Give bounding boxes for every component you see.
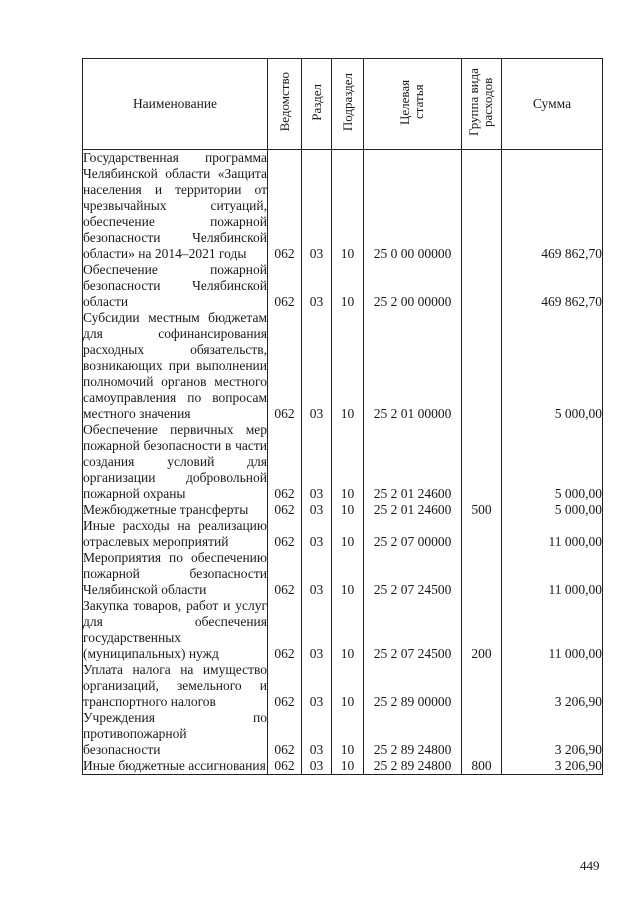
row-target: 25 2 07 00000 xyxy=(364,518,462,550)
header-target: Целевая статья xyxy=(364,59,462,150)
row-section: 03 xyxy=(302,150,332,263)
row-group xyxy=(462,518,502,550)
row-target: 25 2 07 24500 xyxy=(364,598,462,662)
budget-table xyxy=(82,58,603,775)
row-target: 25 2 07 24500 xyxy=(364,550,462,598)
row-target: 25 2 89 24800 xyxy=(364,758,462,775)
row-name: Мероприятия по обеспечению пожарной безопасности Челябинской области xyxy=(83,550,267,597)
row-group: 500 xyxy=(462,502,502,518)
row-subsection: 10 xyxy=(332,758,364,775)
row-target: 25 2 00 00000 xyxy=(364,262,462,310)
header-name: Наименование xyxy=(83,59,268,150)
row-sum: 469 862,70 xyxy=(502,262,603,310)
row-ministry: 062 xyxy=(268,422,302,502)
row-subsection: 10 xyxy=(332,598,364,662)
row-sum: 11 000,00 xyxy=(502,598,603,662)
row-subsection: 10 xyxy=(332,662,364,710)
table-row xyxy=(83,710,603,758)
row-sum: 5 000,00 xyxy=(502,422,603,502)
row-sum: 3 206,90 xyxy=(502,710,603,758)
table-row xyxy=(83,662,603,710)
row-section: 03 xyxy=(302,598,332,662)
row-target: 25 2 01 24600 xyxy=(364,502,462,518)
row-group xyxy=(462,662,502,710)
row-ministry: 062 xyxy=(268,262,302,310)
row-sum: 3 206,90 xyxy=(502,662,603,710)
header-sum: Сумма xyxy=(502,59,603,150)
row-group xyxy=(462,262,502,310)
row-subsection: 10 xyxy=(332,710,364,758)
row-section: 03 xyxy=(302,662,332,710)
row-section: 03 xyxy=(302,758,332,775)
row-subsection: 10 xyxy=(332,262,364,310)
table-row xyxy=(83,598,603,662)
table-row xyxy=(83,758,603,775)
row-group xyxy=(462,310,502,422)
row-ministry: 062 xyxy=(268,518,302,550)
table-row xyxy=(83,502,603,518)
row-target: 25 2 01 00000 xyxy=(364,310,462,422)
row-ministry: 062 xyxy=(268,598,302,662)
row-name: Закупка товаров, работ и услуг для обеспечения государственных (муниципальных) нужд xyxy=(83,598,267,661)
header-group: Группа вида расходов xyxy=(462,59,502,150)
table-row xyxy=(83,518,603,550)
row-section: 03 xyxy=(302,422,332,502)
row-subsection: 10 xyxy=(332,550,364,598)
row-group xyxy=(462,710,502,758)
row-ministry: 062 xyxy=(268,502,302,518)
row-section: 03 xyxy=(302,262,332,310)
row-sum: 3 206,90 xyxy=(502,758,603,775)
row-name: Обеспечение пожарной безопасности Челябинской области xyxy=(83,262,267,309)
row-subsection: 10 xyxy=(332,150,364,263)
table-row xyxy=(83,550,603,598)
row-section: 03 xyxy=(302,310,332,422)
row-name: Межбюджетные трансферты xyxy=(83,502,268,518)
row-name: Иные бюджетные ассигнования xyxy=(83,758,266,773)
row-name: Иные расходы на реализацию отраслевых мероприятий xyxy=(83,518,267,549)
row-ministry: 062 xyxy=(268,550,302,598)
row-sum: 5 000,00 xyxy=(502,502,603,518)
row-sum: 11 000,00 xyxy=(502,518,603,550)
table-header-row xyxy=(83,59,603,150)
row-sum: 5 000,00 xyxy=(502,310,603,422)
row-section: 03 xyxy=(302,518,332,550)
row-group: 200 xyxy=(462,598,502,662)
row-subsection: 10 xyxy=(332,422,364,502)
row-ministry: 062 xyxy=(268,710,302,758)
row-group xyxy=(462,150,502,263)
row-target: 25 0 00 00000 xyxy=(364,150,462,263)
page-number: 449 xyxy=(580,858,600,873)
header-subsection: Подраздел xyxy=(332,59,364,150)
header-ministry: Ведомство xyxy=(268,59,302,150)
table-row xyxy=(83,422,603,502)
header-section: Раздел xyxy=(302,59,332,150)
row-name: Субсидии местным бюджетам для софинансирования расходных обязательств, возникающих при выполнении полномочий органов местного самоуправления по вопросам местного значения xyxy=(83,310,267,421)
row-target: 25 2 01 24600 xyxy=(364,422,462,502)
row-sum: 11 000,00 xyxy=(502,550,603,598)
row-target: 25 2 89 24800 xyxy=(364,710,462,758)
row-ministry: 062 xyxy=(268,150,302,263)
row-section: 03 xyxy=(302,550,332,598)
row-subsection: 10 xyxy=(332,310,364,422)
row-group xyxy=(462,550,502,598)
row-section: 03 xyxy=(302,710,332,758)
row-ministry: 062 xyxy=(268,662,302,710)
row-subsection: 10 xyxy=(332,502,364,518)
row-group: 800 xyxy=(462,758,502,775)
row-group xyxy=(462,422,502,502)
row-section: 03 xyxy=(302,502,332,518)
table-row xyxy=(83,262,603,310)
row-subsection: 10 xyxy=(332,518,364,550)
row-name: Уплата налога на имущество организаций, земельного и транспортного налогов xyxy=(83,662,267,709)
row-ministry: 062 xyxy=(268,310,302,422)
row-name: Учреждения по противопожарной безопасности xyxy=(83,710,267,757)
row-name: Государственная программа Челябинской области «Защита населения и территории от чрезвычайных ситуаций, обеспечение пожарной безопасности Челябинской области» на 2014–2021 годы xyxy=(83,150,267,261)
row-sum: 469 862,70 xyxy=(502,150,603,263)
table-row xyxy=(83,150,603,263)
row-name: Обеспечение первичных мер пожарной безопасности в части создания условий для организации добровольной пожарной охраны xyxy=(83,422,267,501)
table-row xyxy=(83,310,603,422)
row-ministry: 062 xyxy=(268,758,302,775)
row-target: 25 2 89 00000 xyxy=(364,662,462,710)
